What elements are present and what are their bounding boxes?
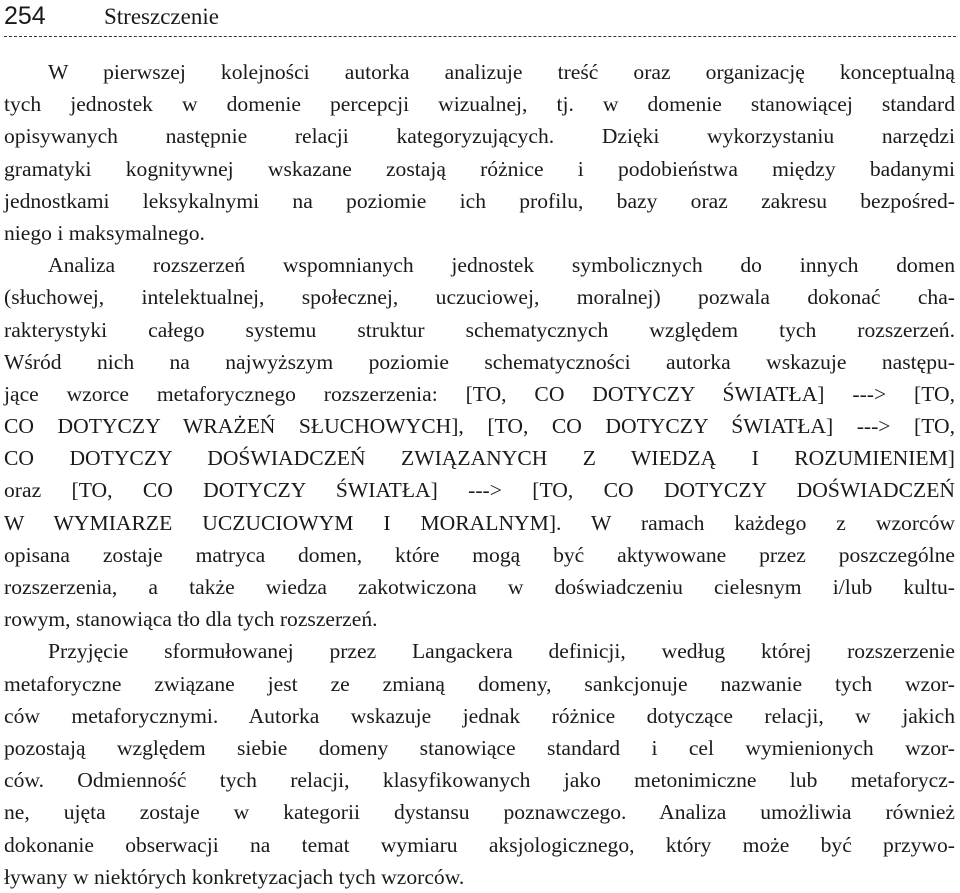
- text-line: CO DOTYCZY WRAŻEŃ SŁUCHOWYCH], [TO, CO DOTYCZY ŚWIATŁA] ---> [TO,: [4, 414, 955, 439]
- text-line: jednostkami leksykalnymi na poziomie ich profilu, bazy oraz zakresu bezpośred-: [4, 188, 955, 213]
- text-line: ców metaforycznymi. Autorka wskazuje jednak różnice dotyczące relacji, w jakich: [4, 703, 955, 728]
- text-line: metaforyczne związane jest ze zmianą domeny, sankcjonuje nazwanie tych wzor-: [4, 671, 955, 696]
- header-rule: [4, 36, 956, 37]
- running-header: [4, 0, 956, 42]
- summary-text: [4, 56, 955, 893]
- text-line: ców. Odmienność tych relacji, klasyfikowanych jako metonimiczne lub metaforycz-: [4, 768, 955, 793]
- text-line: W pierwszej kolejności autorka analizuje treść oraz organizację konceptualną: [48, 60, 955, 84]
- running-head-title: Streszczenie: [104, 4, 219, 29]
- text-line: rowym, stanowiąca tło dla tych rozszerzeń.: [4, 607, 378, 632]
- page-number: 254: [4, 2, 46, 30]
- text-line: Przyjęcie sformułowanej przez Langackera definicji, według której rozszerzenie: [48, 639, 955, 664]
- text-line: niego i maksymalnego.: [4, 220, 205, 245]
- text-line: (słuchowej, intelektualnej, społecznej, uczuciowej, moralnej) pozwala dokonać cha-: [4, 285, 955, 310]
- text-line: Wśród nich na najwyższym poziomie schematyczności autorka wskazuje następu-: [4, 349, 955, 374]
- text-line: rozszerzenia, a także wiedza zakotwiczona w doświadczeniu cielesnym i/lub kultu-: [4, 575, 955, 599]
- text-line: W WYMIARZE UCZUCIOWYM I MORALNYM]. W ramach każdego z wzorców: [4, 510, 955, 535]
- text-line: pozostają względem siebie domeny stanowiące standard i cel wymienionych wzor-: [4, 735, 955, 760]
- text-line: rakterystyki całego systemu struktur schematycznych względem tych rozszerzeń.: [4, 317, 955, 342]
- text-line: gramatyki kognitywnej wskazane zostają różnice i podobieństwa między badanymi: [4, 156, 955, 181]
- text-line: tych jednostek w domenie percepcji wizualnej, tj. w domenie stanowiącej standard: [4, 92, 955, 117]
- text-line: opisywanych następnie relacji kategoryzujących. Dzięki wykorzystaniu narzędzi: [4, 124, 955, 149]
- text-line: Analiza rozszerzeń wspomnianych jednostek symbolicznych do innych domen: [48, 253, 955, 278]
- text-line: ne, ujęta zostaje w kategorii dystansu poznawczego. Analiza umożliwia również: [4, 800, 955, 825]
- text-line: opisana zostaje matryca domen, które mogą być aktywowane przez poszczególne: [4, 542, 955, 567]
- text-line: jące wzorce metaforycznego rozszerzenia: [TO, CO DOTYCZY ŚWIATŁA] ---> [TO,: [4, 381, 955, 406]
- text-line: oraz [TO, CO DOTYCZY ŚWIATŁA] ---> [TO, CO DOTYCZY DOŚWIADCZEŃ: [4, 478, 955, 503]
- text-line: dokonanie obserwacji na temat wymiaru aksjologicznego, który może być przywo-: [4, 832, 955, 857]
- text-line: ływany w niektórych konkretyzacjach tych wzorców.: [4, 864, 465, 889]
- text-line: CO DOTYCZY DOŚWIADCZEŃ ZWIĄZANYCH Z WIEDZĄ I ROZUMIENIEM]: [4, 446, 955, 471]
